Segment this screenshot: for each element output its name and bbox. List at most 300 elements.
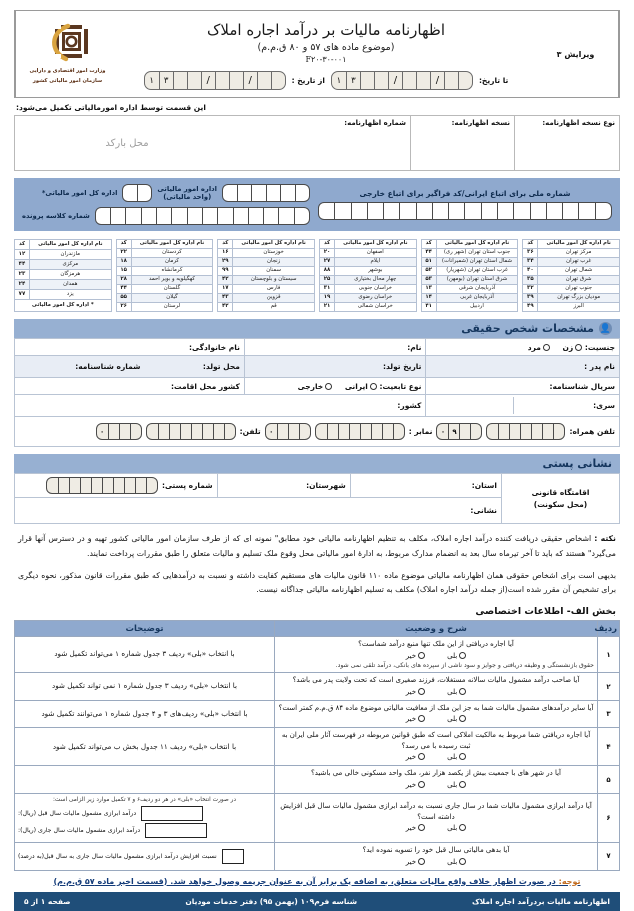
file-class-digit[interactable] bbox=[263, 208, 278, 224]
question-cell[interactable] bbox=[275, 793, 598, 842]
office-name-cell: خراسان رضوی bbox=[334, 294, 416, 303]
note-paragraph bbox=[18, 532, 616, 562]
barcode-placeholder: محل بارکد bbox=[105, 137, 149, 149]
radio-icon[interactable] bbox=[418, 824, 425, 831]
postal-code-line bbox=[19, 477, 213, 494]
date-digit[interactable] bbox=[229, 72, 243, 89]
question-text: آیا بدهی مالیاتی سال قبل خود را تسویه نموده اید؟ bbox=[362, 846, 510, 855]
question-text: آیا اجاره دریافتی شما مربوط به مالکیت املاکی است که طبق قوانین مربوطه در فهرست آثار ملی ایران به ثبت رسیده با می رسد؟ bbox=[281, 731, 591, 750]
fax-area-input[interactable] bbox=[265, 423, 311, 440]
option-no[interactable]: خیر bbox=[406, 688, 425, 696]
office-code-cell: ۱۵ bbox=[116, 267, 131, 276]
page-title: اظهارنامه مالیات بر درآمد اجاره املاک bbox=[206, 20, 446, 39]
explanation-cell bbox=[15, 793, 275, 842]
radio-icon[interactable] bbox=[459, 753, 466, 760]
tax-admin-input[interactable] bbox=[122, 184, 152, 202]
national-id-digit[interactable] bbox=[416, 203, 432, 219]
phone-digit[interactable] bbox=[470, 424, 481, 439]
table-header-row bbox=[116, 240, 213, 249]
question-cell[interactable] bbox=[275, 700, 598, 728]
phone-digit[interactable] bbox=[119, 424, 130, 439]
date-prefix-3: ۳ bbox=[346, 72, 360, 89]
table-row bbox=[523, 249, 620, 258]
date-digit[interactable] bbox=[173, 72, 187, 89]
series-blank[interactable] bbox=[430, 397, 513, 414]
radio-icon[interactable] bbox=[459, 715, 466, 722]
option-yes[interactable]: بلی bbox=[447, 715, 466, 723]
table-row bbox=[421, 249, 518, 258]
postal-code-digit[interactable] bbox=[102, 478, 113, 493]
national-id-digit[interactable] bbox=[383, 203, 399, 219]
date-slash: / bbox=[430, 72, 444, 89]
last-name-field[interactable]: نام خانوادگی: bbox=[15, 339, 245, 356]
file-class-digit[interactable] bbox=[217, 208, 232, 224]
postal-code-digit[interactable] bbox=[135, 478, 146, 493]
row-number: ۴ bbox=[598, 728, 620, 766]
phone-digit[interactable] bbox=[338, 424, 349, 439]
col-header-code: کد bbox=[421, 240, 436, 249]
city-field[interactable]: شهرستان: bbox=[217, 474, 350, 498]
radio-icon[interactable] bbox=[418, 652, 425, 659]
answer-options[interactable] bbox=[278, 781, 594, 789]
file-class-digit[interactable] bbox=[233, 208, 248, 224]
national-id-label: شماره ملی برای اتباع ایرانی/کد فراگیر برای اتباع خارجی bbox=[359, 189, 571, 198]
current-year-income-input[interactable] bbox=[145, 823, 207, 838]
radio-icon[interactable] bbox=[459, 688, 466, 695]
date-digit[interactable] bbox=[187, 72, 201, 89]
tax-office-digit[interactable] bbox=[251, 185, 266, 201]
date-digit[interactable] bbox=[215, 72, 229, 89]
tax-office-digit[interactable] bbox=[280, 185, 295, 201]
option-yes[interactable]: بلی bbox=[447, 781, 466, 789]
radio-icon[interactable] bbox=[418, 715, 425, 722]
phone-digit[interactable] bbox=[459, 424, 470, 439]
answer-options[interactable] bbox=[278, 824, 594, 832]
radio-icon[interactable] bbox=[370, 383, 377, 390]
table-header-row bbox=[421, 240, 518, 249]
office-code-cell: ۱۴ bbox=[421, 294, 436, 303]
org-name-line2: سازمان امور مالیاتی کشور bbox=[32, 78, 103, 84]
office-code-cell: ۱۲ bbox=[14, 250, 29, 260]
first-name-field[interactable]: نام: bbox=[244, 339, 426, 356]
residence-country-field[interactable]: کشور محل اقامت: bbox=[15, 378, 245, 395]
postal-code-digit[interactable] bbox=[146, 478, 157, 493]
question-cell[interactable] bbox=[275, 673, 598, 701]
gender-male-label: مرد bbox=[527, 342, 541, 352]
office-name-cell: جنوب تهران bbox=[538, 285, 620, 294]
phone-digit[interactable] bbox=[191, 424, 202, 439]
phone-digit[interactable] bbox=[316, 424, 327, 439]
answer-options[interactable] bbox=[278, 753, 594, 761]
legal-residence-line1: اقامتگاه قانونی bbox=[531, 488, 590, 498]
office-name-cell: کردستان bbox=[131, 249, 213, 258]
office-name-cell: فارس bbox=[233, 285, 315, 294]
birth-place-and-id-cell bbox=[15, 356, 245, 378]
office-name-cell: مازندران bbox=[29, 250, 111, 260]
table-row bbox=[14, 300, 111, 312]
tax-office-digit[interactable] bbox=[237, 185, 252, 201]
office-name-cell: گلستان bbox=[131, 285, 213, 294]
answer-options[interactable] bbox=[278, 652, 594, 660]
file-class-digit[interactable] bbox=[248, 208, 263, 224]
series-field[interactable]: سری: bbox=[593, 401, 615, 410]
postal-code-digit[interactable] bbox=[113, 478, 124, 493]
question-text: آیا سایر درآمدهای مشمول مالیات شما به جز این ملک از معافیت مالیاتی موضوع ماده ۸۴ ق.م.م کمتر است؟ bbox=[278, 703, 594, 712]
table-row bbox=[15, 673, 620, 701]
table-row bbox=[116, 285, 213, 294]
office-code-cell: ۱۸ bbox=[116, 258, 131, 267]
date-digit[interactable] bbox=[360, 72, 374, 89]
gender-male-option[interactable] bbox=[528, 343, 550, 352]
current-year-income-label: درآمد ابرازی مشمول مالیات سال جاری (ریال): bbox=[18, 827, 141, 835]
office-name-cell: کهگیلویه و بویر احمد bbox=[131, 276, 213, 285]
organization-logo-cell bbox=[15, 11, 119, 97]
national-id-digit[interactable] bbox=[448, 203, 464, 219]
table-row bbox=[15, 378, 620, 395]
table-row bbox=[14, 250, 111, 260]
national-id-digit[interactable] bbox=[595, 203, 611, 219]
col-header-explanation: توضیحات bbox=[15, 621, 275, 637]
mobile-input[interactable] bbox=[486, 423, 565, 440]
answer-options[interactable] bbox=[278, 688, 594, 696]
date-prefix-3: ۳ bbox=[159, 72, 173, 89]
nationality-foreign-option[interactable] bbox=[298, 382, 333, 391]
phone-digit[interactable] bbox=[147, 424, 158, 439]
postal-code-digit[interactable] bbox=[58, 478, 69, 493]
option-no[interactable]: خیر bbox=[406, 652, 425, 660]
phone-digit[interactable] bbox=[202, 424, 213, 439]
inner-table bbox=[430, 397, 615, 414]
table-row bbox=[15, 474, 620, 498]
birth-date-field[interactable]: تاریخ تولد: bbox=[244, 356, 426, 378]
option-yes[interactable]: بلی bbox=[447, 753, 466, 761]
phone-digit[interactable] bbox=[371, 424, 382, 439]
phone-digit[interactable] bbox=[158, 424, 169, 439]
file-class-digit[interactable] bbox=[156, 208, 171, 224]
table-row bbox=[218, 294, 315, 303]
option-no[interactable]: خیر bbox=[406, 715, 425, 723]
nationality-iranian-option[interactable] bbox=[345, 382, 377, 391]
tax-office-input[interactable] bbox=[222, 184, 310, 202]
tax-admin-digit[interactable] bbox=[123, 185, 137, 201]
date-digit[interactable] bbox=[416, 72, 430, 89]
office-name-cell: مرکز تهران bbox=[538, 249, 620, 258]
national-id-digit[interactable] bbox=[464, 203, 480, 219]
tax-office-digit[interactable] bbox=[223, 185, 237, 201]
admin-fill-row bbox=[14, 115, 620, 171]
option-yes[interactable]: بلی bbox=[447, 652, 466, 660]
nationality-field[interactable] bbox=[244, 378, 426, 395]
postal-code-digit[interactable] bbox=[124, 478, 135, 493]
table-row bbox=[116, 267, 213, 276]
date-from-input[interactable] bbox=[144, 71, 286, 90]
office-code-cell: ۳۱ bbox=[319, 285, 334, 294]
office-name-cell: اردبیل bbox=[436, 303, 518, 312]
national-id-digit[interactable] bbox=[481, 203, 497, 219]
office-name-cell: خراسان جنوبی bbox=[334, 285, 416, 294]
option-yes[interactable]: بلی bbox=[447, 824, 466, 832]
office-code-cell: ۸۸ bbox=[319, 267, 334, 276]
office-name-cell: غرب استان تهران (شهریار) bbox=[436, 267, 518, 276]
phone-digit[interactable] bbox=[360, 424, 371, 439]
file-class-digit[interactable] bbox=[96, 208, 110, 224]
phone-area-input[interactable] bbox=[96, 423, 142, 440]
office-name-cell: مودیان بزرگ تهران bbox=[538, 294, 620, 303]
tax-admin-row bbox=[22, 184, 310, 202]
phone-digit[interactable] bbox=[299, 424, 310, 439]
option-no[interactable]: خیر bbox=[406, 824, 425, 832]
office-code-cell: ۲۵ bbox=[319, 276, 334, 285]
national-id-digit[interactable] bbox=[530, 203, 546, 219]
col-header-code: کد bbox=[14, 240, 29, 250]
national-id-digit[interactable] bbox=[399, 203, 415, 219]
table-row bbox=[319, 285, 416, 294]
date-digit[interactable] bbox=[257, 72, 271, 89]
fax-input[interactable] bbox=[315, 423, 405, 440]
radio-icon[interactable] bbox=[325, 383, 332, 390]
postal-code-digit[interactable] bbox=[91, 478, 102, 493]
note-label: نکته : bbox=[594, 534, 616, 543]
table-body bbox=[15, 637, 620, 870]
table-row bbox=[116, 276, 213, 285]
phone-input[interactable] bbox=[146, 423, 236, 440]
table-row bbox=[523, 276, 620, 285]
table-row bbox=[421, 294, 518, 303]
phone-digit[interactable] bbox=[531, 424, 542, 439]
date-digit[interactable] bbox=[458, 72, 472, 89]
header-center bbox=[119, 11, 533, 97]
option-yes[interactable]: بلی bbox=[447, 858, 466, 866]
radio-icon[interactable] bbox=[418, 781, 425, 788]
prev-year-income-input[interactable] bbox=[141, 806, 203, 821]
phone-digit[interactable] bbox=[393, 424, 404, 439]
tax-office-digit[interactable] bbox=[266, 185, 281, 201]
table-row bbox=[15, 417, 620, 447]
table-row bbox=[15, 793, 620, 842]
radio-icon[interactable] bbox=[459, 781, 466, 788]
national-id-digit[interactable] bbox=[497, 203, 513, 219]
postal-code-label: شماره پستی: bbox=[161, 481, 213, 490]
row-number: ۷ bbox=[598, 843, 620, 871]
note-body: اشخاص حقیقی دریافت کننده درآمد اجاره املاک، مکلف به تنظیم اظهارنامه مالیاتی خود مطابق" نمونه ای که از طرف سازمان امور مالیاتی کشور تهیه و در دسترس آنها قرار می‌گیرد" هستند که باید تا آخر تیرماه سال بعد به انضمام مدارک مربوط، به ادارۀ امور مالیاتی محل وقوع ملک تسلیم و مالیات متعلق را طبق مقررات پرداخت نمایند. bbox=[18, 534, 616, 558]
fax-label: نمابر : bbox=[408, 427, 433, 436]
answer-options[interactable] bbox=[278, 858, 594, 866]
file-class-digit[interactable] bbox=[278, 208, 293, 224]
radio-icon[interactable] bbox=[459, 858, 466, 865]
table-row bbox=[218, 303, 315, 312]
national-id-digit[interactable] bbox=[334, 203, 350, 219]
office-code-cell: ۲۳ bbox=[14, 270, 29, 280]
table-row bbox=[116, 258, 213, 267]
table-row bbox=[218, 249, 315, 258]
file-class-digit[interactable] bbox=[171, 208, 186, 224]
table-row bbox=[15, 843, 620, 871]
phone-digit[interactable] bbox=[498, 424, 509, 439]
postal-address-table bbox=[14, 473, 620, 524]
question-cell[interactable] bbox=[275, 766, 598, 794]
office-name-cell: خراسان شمالی bbox=[334, 303, 416, 312]
radio-icon[interactable] bbox=[418, 688, 425, 695]
national-id-digit[interactable] bbox=[562, 203, 578, 219]
option-yes[interactable]: بلی bbox=[447, 688, 466, 696]
tax-office-digit[interactable] bbox=[295, 185, 310, 201]
postal-code-digit[interactable] bbox=[47, 478, 58, 493]
gender-field[interactable] bbox=[426, 339, 620, 356]
office-code-cell: ۴۲ bbox=[218, 303, 233, 312]
specific-information-table bbox=[14, 620, 620, 870]
phone-digit[interactable] bbox=[213, 424, 224, 439]
table-row bbox=[14, 280, 111, 290]
col-header-office-name: نام اداره کل امور مالیاتی bbox=[29, 240, 111, 250]
radio-icon[interactable] bbox=[575, 344, 582, 351]
birth-place-field[interactable]: محل تولد: bbox=[202, 362, 240, 371]
explanation-cell bbox=[15, 728, 275, 766]
question-cell[interactable] bbox=[275, 728, 598, 766]
file-class-digit[interactable] bbox=[187, 208, 202, 224]
phone-digit[interactable] bbox=[108, 424, 119, 439]
table-row bbox=[523, 285, 620, 294]
national-id-input[interactable] bbox=[318, 202, 612, 220]
national-id-digit[interactable] bbox=[319, 203, 334, 219]
office-name-cell: شمال استان تهران (شمیرانات) bbox=[436, 258, 518, 267]
radio-icon[interactable] bbox=[459, 824, 466, 831]
phone-digit[interactable] bbox=[349, 424, 360, 439]
tax-office-code-table bbox=[217, 239, 315, 312]
table-row bbox=[319, 249, 416, 258]
table-row bbox=[319, 276, 416, 285]
phone-digit[interactable] bbox=[277, 424, 288, 439]
nationality-foreign-label: خارجی bbox=[297, 381, 324, 391]
national-id-digit[interactable] bbox=[546, 203, 562, 219]
explanation-text: با انتخاب «بلی» ردیف ۳ جدول شماره ۱ می‌تواند تکمیل شود bbox=[54, 649, 235, 659]
phone-digit[interactable] bbox=[509, 424, 520, 439]
date-to-input[interactable] bbox=[331, 71, 473, 90]
declaration-number-field[interactable]: شماره اظهارنامه: bbox=[239, 116, 411, 170]
national-id-digit[interactable] bbox=[513, 203, 529, 219]
id-number-field[interactable]: شماره شناسنامه: bbox=[75, 362, 141, 371]
radio-icon[interactable] bbox=[418, 858, 425, 865]
tax-office-code-table bbox=[116, 239, 214, 312]
office-name-cell: غرب تهران bbox=[538, 258, 620, 267]
file-class-input[interactable] bbox=[95, 207, 310, 225]
office-name-cell: همدان bbox=[29, 280, 111, 290]
increase-ratio-input[interactable] bbox=[222, 849, 244, 864]
national-id-digit[interactable] bbox=[578, 203, 594, 219]
date-digit[interactable] bbox=[402, 72, 416, 89]
row-number: ۳ bbox=[598, 700, 620, 728]
date-digit[interactable] bbox=[271, 72, 285, 89]
declaration-copy-field[interactable]: نسخه اظهارنامه: bbox=[411, 116, 515, 170]
national-id-digit[interactable] bbox=[367, 203, 383, 219]
option-no[interactable]: خیر bbox=[406, 858, 425, 866]
phone-digit[interactable] bbox=[288, 424, 299, 439]
office-code-cell: ۱۹ bbox=[319, 294, 334, 303]
table-row bbox=[421, 258, 518, 267]
office-code-cell: ۷۷ bbox=[14, 290, 29, 300]
phone-digit[interactable] bbox=[553, 424, 564, 439]
question-cell[interactable] bbox=[275, 637, 598, 673]
form-header bbox=[14, 10, 620, 98]
file-class-digit[interactable] bbox=[110, 208, 125, 224]
phone-digit[interactable] bbox=[130, 424, 141, 439]
question-text: آیا در شهر های با جمعیت بیش از یکصد هزار نفر، ملک واحد مسکونی خالی می باشید؟ bbox=[311, 769, 561, 778]
phone-digit[interactable] bbox=[327, 424, 338, 439]
radio-icon[interactable] bbox=[459, 652, 466, 659]
father-name-field[interactable]: نام پدر : bbox=[426, 356, 620, 378]
phone-digit[interactable] bbox=[520, 424, 531, 439]
office-name-cell: البرز bbox=[538, 303, 620, 312]
file-class-digit[interactable] bbox=[294, 208, 309, 224]
national-id-digit[interactable] bbox=[432, 203, 448, 219]
radio-icon[interactable] bbox=[418, 753, 425, 760]
date-from-label: از تاریخ : bbox=[291, 76, 325, 85]
office-name-cell: قم bbox=[233, 303, 315, 312]
country-field[interactable]: کشور: bbox=[15, 395, 426, 417]
table-row bbox=[15, 356, 620, 378]
question-cell[interactable] bbox=[275, 843, 598, 871]
phone-digit[interactable] bbox=[224, 424, 235, 439]
row-number: ۶ bbox=[598, 793, 620, 842]
tax-admin-digit[interactable] bbox=[137, 185, 151, 201]
province-field[interactable]: استان: bbox=[350, 474, 501, 498]
gender-label: جنسیت: bbox=[584, 342, 615, 352]
table-row bbox=[14, 290, 111, 300]
phone-digit[interactable] bbox=[487, 424, 498, 439]
phone-digit[interactable] bbox=[180, 424, 191, 439]
file-class-label: شماره کلاسه پرونده bbox=[22, 211, 90, 220]
col-header-row-number: ردیف bbox=[598, 621, 620, 637]
mobile-prefix-input[interactable] bbox=[436, 423, 482, 440]
phone-digit[interactable] bbox=[169, 424, 180, 439]
date-digit[interactable] bbox=[374, 72, 388, 89]
office-code-cell: ۲۶ bbox=[116, 303, 131, 312]
postal-code-input[interactable] bbox=[46, 477, 158, 494]
postal-code-digit[interactable] bbox=[69, 478, 80, 493]
phone-digit[interactable] bbox=[542, 424, 553, 439]
table-row bbox=[15, 339, 620, 356]
gender-female-option[interactable] bbox=[563, 343, 583, 352]
file-class-digit[interactable] bbox=[202, 208, 217, 224]
file-class-digit[interactable] bbox=[125, 208, 140, 224]
date-prefix-1: ۱ bbox=[336, 75, 342, 86]
table-row bbox=[421, 276, 518, 285]
col-header-office-name: نام اداره کل امور مالیاتی bbox=[233, 240, 315, 249]
explanation-text: با انتخاب «بلی» ردیف ۱۱ جدول بخش ب می‌تواند تکمیل شود bbox=[52, 741, 237, 751]
national-id-digit[interactable] bbox=[351, 203, 367, 219]
prev-year-income-row bbox=[18, 806, 271, 821]
answer-options[interactable] bbox=[278, 715, 594, 723]
id-serial-field[interactable]: سریال شناسنامه: bbox=[426, 378, 620, 395]
phone-digit[interactable] bbox=[382, 424, 393, 439]
address-field[interactable]: نشانی: bbox=[15, 498, 502, 524]
declaration-copy-type-field[interactable]: نوع نسخه اظهارنامه: bbox=[542, 119, 615, 127]
file-class-digit[interactable] bbox=[141, 208, 156, 224]
phone-zero: ۰ bbox=[100, 427, 105, 436]
option-no[interactable]: خیر bbox=[406, 781, 425, 789]
office-name-cell: شرق استان تهران (بومهن) bbox=[436, 276, 518, 285]
row-number: ۱ bbox=[598, 637, 620, 673]
option-no[interactable]: خیر bbox=[406, 753, 425, 761]
tax-office-code-table bbox=[14, 239, 112, 312]
radio-icon[interactable] bbox=[543, 344, 550, 351]
col-header-code: کد bbox=[116, 240, 131, 249]
person-section-title: مشخصات شخص حقیقی bbox=[461, 322, 594, 335]
contact-line bbox=[19, 423, 615, 440]
postal-code-digit[interactable] bbox=[80, 478, 91, 493]
date-digit[interactable] bbox=[444, 72, 458, 89]
nationality-label: نوع تابعیت: bbox=[379, 381, 422, 391]
national-id-group bbox=[318, 189, 612, 220]
